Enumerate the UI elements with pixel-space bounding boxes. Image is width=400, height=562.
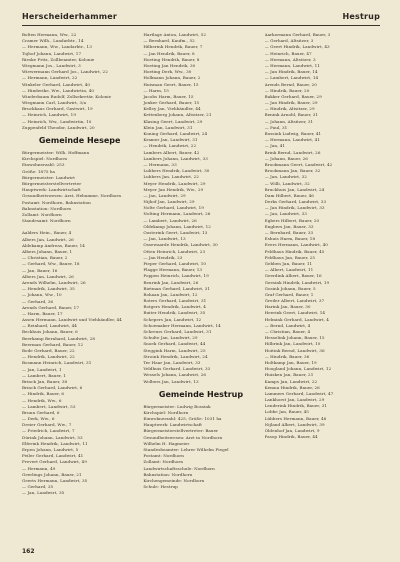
- directory-entry: Wiegmann Jos., Landwirt, 3: [22, 62, 81, 68]
- directory-entry: Hilberink Hendrik, Bauer, 7: [143, 44, 203, 50]
- directory-entry: — Hermann, 49: [22, 465, 56, 471]
- directory-entry: Lübbers Hermann, Bauer, 48: [264, 415, 327, 421]
- directory-entry: — Gerhard, Altsitzer, 3: [264, 38, 314, 44]
- directory-entry: Wilhelm H. Hagmeier: [143, 440, 190, 446]
- directory-entry: Schulte Jan, Landwirt, 29: [143, 335, 198, 341]
- directory-entry: — Harm, Bauer, 17: [22, 310, 63, 316]
- directory-entry: Hartlage Anton, Landwirt, 52: [143, 32, 207, 37]
- directory-entry: Feldhaus Hindrik, Bauer, 45: [264, 248, 325, 254]
- directory-entry: — Gerhard, 35: [22, 484, 54, 490]
- page-number: 162: [22, 548, 35, 555]
- directory-entry: Nolting Hermann, Landwirt, 26: [143, 211, 211, 217]
- directory-entry: Derks Gerhard, Landwirt, 33: [264, 199, 327, 205]
- directory-entry: — Heinrich, Bauer, 47: [264, 50, 312, 56]
- directory-entry: — Jan, 41: [264, 143, 286, 149]
- directory-entry: Kelley Jan, Viehhändler, 44: [143, 106, 201, 112]
- directory-entry: Jacobs Harm, Bauer, 15: [143, 93, 194, 99]
- directory-entry: Huisman Geert, Bauer, 15: [143, 81, 199, 87]
- directory-entry: Aalders Hein., Bauer, 4: [22, 230, 72, 236]
- directory-entry: — Hermann, Landwirt, 11: [264, 62, 320, 68]
- directory-entry: Geesink Hindrik, Landwirt, 19: [264, 279, 330, 285]
- directory-entry: — Jan Hindrik, Landwirt, 33: [264, 205, 325, 211]
- directory-entry: Rieske Fritz, Zollbeamter, Kolonie: [22, 56, 95, 62]
- directory-entry: Egbers Hilbert, Bauer, 20: [264, 217, 320, 223]
- directory-entry: Winderbaum Rudolf, Zollsekretär, Kolonie: [22, 93, 112, 99]
- directory-entry: Hesselink Johann, Bauer, 15: [264, 335, 325, 341]
- directory-entry: — Lambert, Landwirt, 14: [264, 75, 319, 81]
- directory-entry: Lobbe Jan, Bauer, 45: [264, 409, 309, 415]
- directory-entry: Bolten Hermann, Ww., 22: [22, 32, 77, 37]
- directory-entry: Wolbers Jan, Landwirt, 13: [143, 378, 199, 384]
- directory-entry: — Derk, Ww., 6: [22, 416, 55, 422]
- directory-entry: — Jan, Landwirt, 33: [264, 211, 307, 217]
- directory-entry: — Jan, Landwirt, 1: [22, 366, 62, 372]
- directory-entry: — Paul, 31: [264, 124, 288, 130]
- directory-entry: — Heinrich, Landwirt, 19: [22, 112, 76, 118]
- running-head: [22, 10, 380, 24]
- directory-page: [22, 10, 380, 555]
- directory-entry: — Christian, Bauer, 2: [22, 255, 68, 261]
- directory-entry: — Hermann, Landwirt, 41: [264, 137, 320, 143]
- section-title: Gemeinde Hesepe: [38, 136, 121, 145]
- directory-entry: Albers Jan, Landwirt, 26: [22, 236, 74, 242]
- directory-entry: — Hermann, Altsitzer, 3: [264, 56, 316, 62]
- directory-entry: — Johann, Ww., 10: [22, 292, 62, 298]
- directory-entry: Bode Gerhard, Bauer, 22: [22, 348, 75, 353]
- directory-entry: Hauptwerk: Landwirtschaft: [22, 187, 81, 193]
- directory-entry: — Bernd, Landwirt, 4: [264, 322, 311, 328]
- directory-entry: Kemna Hindrik, Bauer, 26: [264, 384, 320, 390]
- directory-entry: Poppen Heinrich, Landwirt, 19: [143, 273, 209, 279]
- directory-entry: — Jan, Landwirt, 29: [143, 192, 186, 198]
- directory-entry: Helmink Gerhard, Landwirt, 4: [264, 316, 329, 322]
- directory-entry: — Jan Hendrik, Bauer, 8: [143, 50, 195, 56]
- directory-entry: Albers Johann, Bauer, 1: [22, 249, 73, 254]
- directory-entry: Ruiter Hendrik, Landwirt, 35: [143, 310, 206, 316]
- directory-entry: Hoogland Johann, Landwirt, 12: [264, 366, 332, 372]
- directory-entry: — Hindrik, Bauer, 6: [22, 391, 65, 397]
- directory-entry: Wiewermann Gerhard Jos., Landwirt, 22: [22, 69, 108, 75]
- directory-entry: Rotgers Hendrik, Landwirt, 4: [143, 304, 206, 310]
- directory-entry: Geerlings Johann, Bauer, 21: [22, 471, 82, 477]
- directory-entry: Bossink Ludwig, Bauer, 41: [264, 131, 322, 136]
- directory-entry: Dreier Gerhard, Ww., 7: [22, 422, 72, 428]
- directory-entry: Rietman Gerhard, Landwirt, 31: [143, 285, 211, 291]
- directory-entry: Kirchspiel: Nordhorn: [22, 156, 68, 162]
- section-title: Gemeinde Hestrup: [158, 389, 244, 399]
- directory-entry: Frevert Gerhard, Landwirt, 49: [22, 459, 87, 465]
- directory-entry: Zollamt: Nordhorn: [22, 211, 62, 217]
- directory-entry: Größe: 1875 ha: [22, 168, 56, 174]
- directory-entry: — Hermann, Ww., Landarbtr., 13: [22, 44, 92, 50]
- directory-entry: Postamt: Nordhorn: [143, 453, 184, 459]
- directory-entry: Arends Gerhard, Bauer, 17: [22, 304, 79, 310]
- header-rule: [22, 25, 380, 26]
- directory-entry: Stroink Hendrik, Landwirt, 24: [143, 353, 208, 359]
- directory-entry: — Hindrik, Bauer, 36: [264, 353, 310, 359]
- directory-entry: Jonker Gerhard, Bauer, 15: [143, 100, 200, 106]
- directory-entry: Standesbeamter: Lehrer Wilhelm Fiegel: [143, 447, 229, 452]
- directory-entry: — Jan Hendrik, 23: [143, 254, 183, 260]
- directory-entry: Klasing Geert, Landwirt, 29: [143, 118, 203, 124]
- directory-entry: Albers Jan, Landwirt, 26: [22, 273, 74, 279]
- column-right: [265, 32, 380, 537]
- directory-entry: Bosmann Heinrich, Landwirt, 31: [22, 360, 92, 366]
- directory-entry: — Willi, Landwirt, 32: [264, 180, 310, 186]
- directory-entry: Evers Hermann, Landwirt, 40: [264, 242, 328, 248]
- directory-entry: Veldhuis Gerhard, Landwirt, 33: [143, 366, 211, 372]
- directory-entry: Klein Jan, Landwirt, 31: [143, 124, 193, 130]
- directory-entry: — Hinderike, Ww., Landwirtin, 40: [22, 87, 95, 93]
- directory-entry: — Hendrik, Landwirt, 35: [22, 286, 75, 292]
- directory-entry: Benink Arnold, Bauer, 31: [264, 112, 319, 118]
- directory-entry: Nolte Gerhard, Landwirt, 19: [143, 205, 204, 211]
- directory-entry: Beerman Gerhard, Bauer, 12: [22, 341, 84, 347]
- directory-entry: — Hendrik, Ww., 6: [22, 397, 62, 403]
- directory-entry: Gesundheitswesen: Arzt, Hebamme, Nordhorn: [22, 193, 122, 199]
- directory-entry: Wessels Johann, Landwirt, 26: [143, 372, 207, 378]
- columns: [22, 32, 380, 537]
- directory-entry: Cramer Wilh., Landarbtr., 14: [22, 38, 84, 44]
- running-head-left: Herscheiderhammer: [22, 12, 118, 21]
- directory-entry: Harink Jan, Bauer, 30: [264, 304, 311, 310]
- directory-entry: — Hermann, 33: [143, 161, 177, 167]
- directory-entry: Brookmann Jan, Bauer, 32: [264, 168, 321, 174]
- directory-entry: Feiler Gerhard, Landwirt, 41: [22, 453, 84, 459]
- directory-entry: — Harm, 15: [143, 87, 169, 93]
- directory-entry: Einwohnerzahl: 253: [22, 162, 65, 168]
- directory-entry: Gesundheitswesen: Arzt in Nordhorn: [143, 434, 223, 440]
- directory-entry: Schepers Jan, Landwirt, 12: [143, 316, 202, 322]
- directory-entry: Rohaan Jan, Landwirt, 12: [143, 291, 198, 297]
- directory-entry: — Albert, Landwirt, 11: [264, 267, 314, 273]
- directory-entry: Gosink Johann, Bauer, 5: [264, 285, 316, 291]
- directory-entry: Dam Hilbert, Bauer, 46: [264, 192, 314, 198]
- directory-entry: Geerts Hermann, Landwirt, 35: [22, 477, 88, 483]
- directory-entry: Landwirtschaftsschule: Nordhorn: [143, 465, 215, 471]
- directory-entry: Otten Heinrich, Landwirt, 23: [143, 248, 206, 254]
- column-middle: [143, 32, 258, 537]
- directory-entry: Brunn Gerhard, 6: [22, 409, 60, 415]
- directory-entry: — Jan, Landwirt, 13: [143, 236, 186, 242]
- directory-entry: Hoeting Derk, Ww., 30: [143, 69, 192, 75]
- directory-entry: Greiler Albert, Landwirt, 37: [264, 298, 325, 304]
- directory-entry: — Christian, Bauer, 4: [264, 329, 311, 334]
- directory-entry: — Gerhard, Ww., Bauer, 18: [22, 261, 80, 267]
- directory-entry: Dürink Johann, Landwirt, 53: [22, 434, 83, 440]
- directory-entry: — Hindrik, Bauer, 20: [264, 87, 310, 93]
- directory-entry: Meyer Hendrik, Landwirt, 29: [143, 180, 206, 186]
- directory-entry: Brinck Jan, Bauer, 38: [22, 378, 68, 384]
- directory-entry: Graf Gerhard, Bauer, 1: [264, 291, 314, 297]
- directory-entry: Brink Bernd, Landwirt, 26: [264, 149, 321, 155]
- directory-entry: Bahnstation: Nordhorn: [22, 205, 72, 211]
- directory-entry: Holtkamp Jan, Bauer, 19: [264, 359, 317, 365]
- directory-entry: — Gerhard, 36: [22, 298, 54, 304]
- directory-entry: Lubbers Hendrik, Landwirt, 30: [143, 168, 210, 174]
- directory-entry: Winkeler Gerhard, Landwirt, 40: [22, 81, 91, 87]
- directory-entry: Oldekamp Johann, Landwirt, 12: [143, 223, 211, 229]
- directory-entry: Bürgermeisterstellvertreter: [22, 180, 82, 186]
- directory-entry: — Heinrich, Ww., Landwirtin, 10: [22, 118, 92, 124]
- directory-entry: — Lambert, Bauer, 1: [22, 372, 66, 378]
- directory-entry: Nijhof Jan, Landwirt, 29: [143, 199, 195, 205]
- directory-entry: Hoitink Bernd, Landwirt, 36: [264, 347, 325, 353]
- directory-entry: Bürgermeister: Ludwig Bossink: [143, 403, 211, 409]
- directory-entry: — Hermann, Landwirt, 22: [22, 75, 78, 81]
- directory-entry: — Johann, Bauer, 26: [264, 155, 308, 161]
- directory-entry: Kramer Jan, Landwirt, 31: [143, 137, 198, 143]
- directory-entry: Bruckhuis Jan, Landwirt, 24: [264, 186, 325, 192]
- directory-entry: Hilbrink Jan, Landwirt, 10: [264, 341, 321, 347]
- directory-entry: Lankhorst Jan, Landwirt, 29: [264, 397, 325, 403]
- directory-entry: Zuppenfeld Theodor, Landwirt, 20: [22, 124, 95, 130]
- directory-entry: Bahnstation: Nordhorn: [143, 471, 193, 477]
- directory-entry: Ossewaarde Hendrik, Landwirt, 30: [143, 242, 218, 248]
- directory-entry: Brookmann Geert, Landwirt, 42: [264, 161, 333, 167]
- directory-entry: Arends Bernd, Bauer, 20: [264, 81, 317, 87]
- directory-entry: Snoek Gerhard, Landwirt, 44: [143, 341, 206, 347]
- directory-entry: Pasop Hindrik, Bauer, 44: [264, 434, 318, 440]
- directory-entry: — Hendrik, Landwirt, 22: [143, 143, 197, 149]
- directory-entry: Hoeting Jan Hendrik, 30: [143, 62, 196, 68]
- directory-entry: Pieper Gerhard, Landwirt, 10: [143, 260, 207, 266]
- directory-entry: Oosterink Geert, Landwirt, 13: [143, 230, 208, 235]
- column-left: [22, 32, 137, 537]
- directory-entry: — Jan, Landwirt, 32: [264, 174, 307, 180]
- directory-entry: Hollmann Johann, Bauer, 2: [143, 75, 201, 81]
- directory-entry: Ter Haar Jan, Landwirt, 33: [143, 359, 201, 365]
- directory-entry: Engbers Jan, Bauer, 33: [264, 223, 314, 229]
- directory-entry: Lambers Albert, Bauer, 42: [143, 149, 200, 155]
- directory-entry: — Jan, Bauer, 16: [22, 267, 58, 273]
- directory-entry: Huisken Jan, Bauer, 21: [264, 372, 314, 378]
- directory-entry: Wiegmann Carl, Landwirt, 3/a: [22, 100, 87, 106]
- directory-entry: Geerdink Albert, Bauer, 16: [264, 273, 322, 279]
- directory-entry: Postamt: Nordhorn, Bahnstation: [22, 199, 91, 205]
- directory-entry: Kamps Jan, Landwirt, 22: [264, 378, 318, 384]
- directory-entry: Heerink Geert, Landwirt, 14: [264, 310, 326, 316]
- directory-entry: Koning Gerhard, Landwirt, 24: [143, 131, 208, 136]
- directory-entry: — Hendrik, Landwirt, 22: [22, 354, 75, 360]
- directory-entry: Lubbers Jan, Landwirt, 22: [143, 174, 199, 180]
- directory-entry: — Friedrich, Landwirt, 7: [22, 428, 75, 434]
- directory-entry: Arends Wilhelm, Landwirt, 26: [22, 279, 86, 285]
- directory-entry: Bruckhaus Gerhard, Gastwirt, 19: [22, 106, 93, 112]
- directory-entry: Lambers Johann, Landwirt, 33: [143, 155, 208, 161]
- directory-entry: Kettenberg Johann, Altsitzer, 21: [143, 112, 212, 118]
- directory-entry: — Hindrik, Altsitzer, 29: [264, 106, 315, 112]
- directory-entry: Gebben Jan, Bauer, 11: [264, 260, 313, 266]
- directory-entry: Erpen Johann, Landwirt, 5: [22, 447, 79, 452]
- directory-entry: Zollamt: Nordhorn: [143, 459, 184, 465]
- directory-entry: — Jan, Landwirt, 35: [22, 490, 65, 496]
- directory-entry: — Bernhard, Bauer, 33: [264, 230, 314, 235]
- directory-entry: Schreurs Gerhard, Landwirt, 31: [143, 329, 212, 334]
- directory-entry: Aldekamp Andreas, Bauer, 14: [22, 242, 85, 248]
- directory-entry: — Jan Hindrik, Bauer, 29: [264, 100, 318, 106]
- directory-entry: Hoeting Hendrik, Bauer, 8: [143, 56, 200, 62]
- directory-entry: Beckhuis Johann, Bauer, 6: [22, 329, 78, 335]
- directory-entry: Reurink Jan, Landwirt, 26: [143, 279, 199, 285]
- directory-entry: — Lambert, Landwirt, 53: [22, 403, 76, 409]
- directory-entry: Elferink Hendrik, Landwirt, 11: [22, 440, 88, 446]
- directory-entry: Feldhaus Jan, Bauer, 25: [264, 254, 316, 260]
- directory-entry: Assen Hermann, Landwirt und Viehhändler, 44: [22, 317, 122, 323]
- directory-entry: Bürgermeisterstellvertreter: Bauer: [143, 428, 219, 434]
- directory-entry: Einwohnerzahl: 425, Größe: 1031 ha: [143, 416, 222, 422]
- directory-entry: Roters Gerhard, Landwirt, 31: [143, 298, 207, 304]
- directory-entry: Kirchspiel: Nordhorn: [143, 409, 189, 415]
- directory-entry: Steggink Harm, Landwirt, 25: [143, 347, 206, 353]
- directory-entry: Bakker Gerhard, Bauer, 29: [264, 93, 322, 99]
- directory-entry: — Lambert, Landwirt, 26: [143, 217, 197, 223]
- directory-entry: — Geert Hindrik, Landwirt, 43: [264, 44, 330, 50]
- directory-entry: Brinck Gerhard, Landwirt, 6: [22, 385, 83, 391]
- directory-entry: Schule: Hestrup: [143, 484, 178, 490]
- directory-entry: Plagge Hermann, Bauer, 13: [143, 267, 203, 273]
- directory-entry: Schoemaker Hermann, Landwirt, 14: [143, 322, 221, 328]
- directory-entry: Meyer Jan Hendrik, Ww., 29: [143, 186, 204, 192]
- directory-entry: Lammers Gerhard, Landwirt, 47: [264, 390, 334, 396]
- directory-entry: Nijland Albert, Landwirt, 39: [264, 421, 325, 427]
- directory-entry: Tojhof Johann, Landwirt, 17: [22, 50, 82, 56]
- directory-entry: — Bernhard, Kaufm., 52: [143, 38, 195, 44]
- directory-entry: Eshuis Harm, Bauer, 18: [264, 236, 316, 242]
- directory-entry: Hauptwerk: Landwirtschaft: [143, 422, 202, 428]
- directory-entry: Beerkamp Bernhard, Landwirt, 28: [22, 335, 96, 341]
- directory-entry: Oldenhof Jan, Landwirt, 9: [264, 428, 320, 433]
- directory-entry: — Jan Hindrik, Bauer, 14: [264, 69, 318, 75]
- directory-entry: — Reinhard, Landwirt, 44: [22, 323, 77, 329]
- directory-entry: Standesamt: Nordhorn: [22, 218, 71, 224]
- directory-entry: — Johann, Altsitzer, 31: [264, 118, 314, 124]
- directory-entry: Bürgermeister: Wilh. Hoffmann: [22, 150, 90, 155]
- running-head-right: Hestrup: [342, 12, 380, 21]
- directory-entry: Kirchengemeinde: Nordhorn: [143, 477, 205, 483]
- directory-entry: Bürgermeister: Landwirt: [22, 174, 76, 180]
- directory-entry: Aarkormann Gerhard, Bauer, 3: [264, 32, 331, 37]
- directory-entry: Lenderink Hindrik, Bauer, 31: [264, 403, 327, 409]
